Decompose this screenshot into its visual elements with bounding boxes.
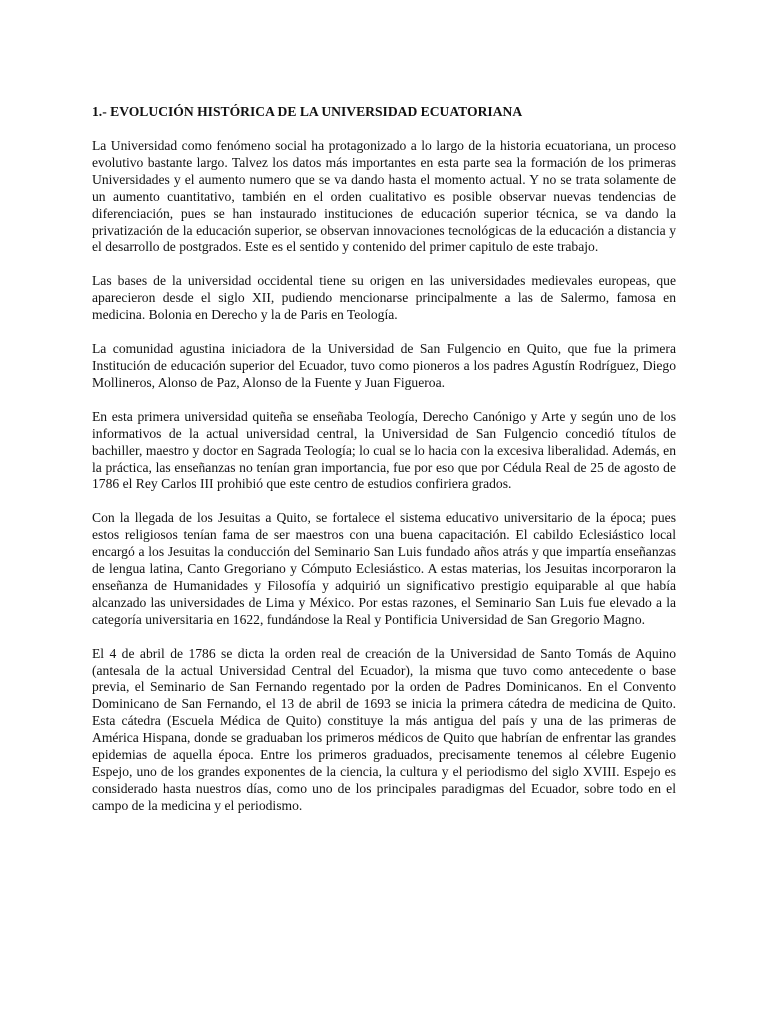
paragraph-intro: La Universidad como fenómeno social ha protagonizado a lo largo de la historia ecuatoriana, un proceso evolutivo bastante largo. Talvez los datos más importantes en esta parte sea la formación de los primeras Universidades y el aumento numero que se va dando hasta el momento actual. Y no se trata solamente de un aumento cuantitativo, también en el orden cualitativo es posible observar nuevas tendencias de diferenciación, pues se han instaurado instituciones de educación superior técnica, se va dando la privatización de la educación superior, se observan innovaciones tecnológicas de la educación a distancia y el desarrollo de postgrados. Este es el sentido y contenido del primer capitulo de este trabajo. [92, 138, 676, 255]
section-heading: 1.- EVOLUCIÓN HISTÓRICA DE LA UNIVERSIDAD ECUATORIANA [92, 104, 523, 119]
paragraph-agustinos: La comunidad agustina iniciadora de la Universidad de San Fulgencio en Quito, que fue la primera Institución de educación superior del Ecuador, tuvo como pioneros a los padres Agustín Rodríguez, Diego Mollineros, Alonso de Paz, Alonso de la Fuente y Juan Figueroa. [92, 341, 676, 390]
paragraph-san-fulgencio: En esta primera universidad quiteña se enseñaba Teología, Derecho Canónigo y Arte y según uno de los informativos de la actual universidad central, la Universidad de San Fulgencio concedió títulos de bachiller, maestro y doctor en Sagrada Teología; lo cual se lo hacia con la excesiva liberalidad. Además, en la práctica, las enseñanzas no tenían gran importancia, fue por eso que por Cédula Real de 25 de agosto de 1786 el Rey Carlos III prohibió que este centro de estudios confiriera grados. [92, 408, 676, 492]
paragraph-santo-tomas: El 4 de abril de 1786 se dicta la orden real de creación de la Universidad de Santo Tomás de Aquino (antesala de la actual Universidad Central del Ecuador), la misma que tuvo como antecedente o base previa, el Seminario de San Fernando regentado por la orden de Padres Dominicanos. En el Convento Dominicano de San Fernando, el 13 de abril de 1693 se inicia la primera cátedra de medicina de Quito. Esta cátedra (Escuela Médica de Quito) constituye la más antigua del país y una de las primeras de América Hispana, donde se graduaban los primeros médicos de Quito que habrían de enfrentar las grandes epidemias de aquella época. Entre los primeros graduados, precisamente tenemos al célebre Eugenio Espejo, uno de los grandes exponentes de la ciencia, la cultura y el periodismo del siglo XVIII. Espejo es considerado hasta nuestros días, como uno de los principales paradigmas del Ecuador, sobre todo en el campo de la medicina y el periodismo. [92, 645, 676, 813]
paragraph-jesuitas: Con la llegada de los Jesuitas a Quito, se fortalece el sistema educativo universitario de la época; pues estos religiosos tenían fama de ser maestros con una buena capacitación. El cabildo Eclesiástico local encargó a los Jesuitas la conducción del Seminario San Luis fundado años atrás y que impartía enseñanzas de lengua latina, Canto Gregoriano y Cómputo Eclesiástico. A estas materias, los Jesuitas incorporaron la enseñanza de Humanidades y Filosofía y adquirió un significativo prestigio equiparable al que había alcanzado las universidades de Lima y México. Por estas razones, el Seminario San Luis fue elevado a la categoría universitaria en 1622, fundándose la Real y Pontificia Universidad de San Gregorio Magno. [92, 510, 676, 627]
document-page [92, 103, 676, 815]
paragraph-origins: Las bases de la universidad occidental tiene su origen en las universidades medievales europeas, que aparecieron desde el siglo XII, pudiendo mencionarse principalmente a las de Salermo, famosa en medicina. Bolonia en Derecho y la de Paris en Teología. [92, 273, 676, 323]
